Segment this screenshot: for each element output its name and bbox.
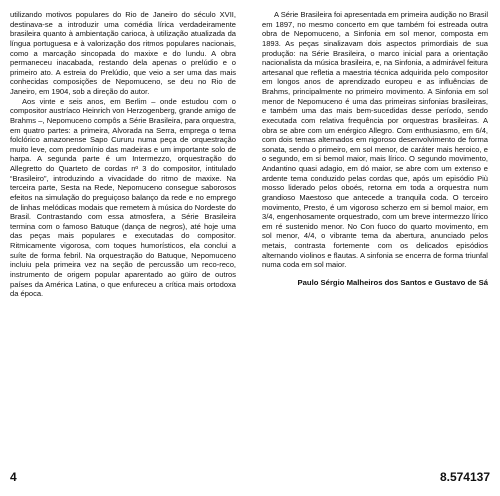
right-column bbox=[262, 10, 488, 288]
right-paragraph-1: A Série Brasileira foi apresentada em primeira audição no Brasil em 1897, no mesmo concerto em que também foi estreada outra obra de Nepomuceno, a Sinfonia em sol menor, composta em 1893. As peças sinalizavam dois aspectos primordiais de sua produção: na Série Brasileira, o marco inicial para a orientação nacionalista da música brasileira, e, na Sinfonia, a admirável feitura artesanal que refletia a maestria técnica adquirida pelo compositor em longos anos de aprendizado europeu e as influências de Brahms, principalmente no primeiro movimento. A Sinfonia em sol menor de Nepomuceno é uma das primeiras sinfonias brasileiras, e também uma das mais bem-sucedidas desse período, sendo executada com relativa frequência por orquestras brasileiras. A obra se abre com um enérgico Allegro. Com enthusiasmo, em 6/4, com dois temas alternados em rigoroso desenvolvimento de forma sonata, sendo o primeiro, em sol menor, de caráter mais heroico, e o segundo, em si bemol maior, mais lírico. O segundo movimento, Andantino quasi adagio, em dó maior, se abre com um extenso e ardente tema conduzido pelas cordas que, após um episódio Più mosso liderado pelos oboés, retorna em toda a orquestra num grandioso Maestoso que antecede a tranquila coda. O terceiro movimento, Presto, é um vigoroso scherzo em si bemol maior, em 3/4, engenhosamente orquestrado, com um breve intermezzo lírico em ré sustenido menor. No Con fuoco do quarto movimento, em sol menor, 4/4, o vibrante tema da abertura, anunciado pelos metais, contrasta fortemente com os delicados episódios alternando violinos e flautas. A sinfonia se encerra de forma triunfal numa coda em sol maior. bbox=[262, 10, 488, 270]
page-number: 4 bbox=[10, 470, 17, 484]
left-column bbox=[10, 10, 236, 299]
catalog-number: 8.574137 bbox=[439, 470, 490, 484]
left-paragraph-2: Aos vinte e seis anos, em Berlim – onde estudou com o compositor austríaco Heinrich von Herzogenberg, grande amigo de Brahms –, Nepomuceno compôs a Série Brasileira, para orquestra, em quatro partes: a primeira, Alvorada na Serra, emprega o tema folclórico amazonense Sapo Cururu numa peça de orquestração muito leve, com predomínio das madeiras e um importante solo de harpa. A segunda parte é um Intermezzo, orquestração do Allegretto do Quarteto de cordas nº 3 do compositor, intitulado “Brasileiro”, introduzindo a vivacidade do ritmo de maxixe. Na terceira parte, Sesta na Rede, Nepomuceno consegue saborosos efeitos na simulação do preguiçoso balanço da rede e no emprego de linhas melódicas modais que remetem à música do Nordeste do Brasil. Contrastando com essa atmosfera, a Série Brasileira termina com o famoso Batuque (dança de negros), até hoje uma das peças mais populares e executadas do compositor. Ritmicamente vigorosa, com toques humorísticos, ela conclui a suíte de forma febril. Na orquestração do Batuque, Nepomuceno incluiu pela primeira vez na seção de percussão um reco-reco, instrumento de origem popular aparentado ao güiro de outros países da América Latina, o que enfureceu a crítica mais ortodoxa da época. bbox=[10, 96, 236, 299]
author-credit: Paulo Sérgio Malheiros dos Santos e Gustavo de Sá bbox=[297, 277, 488, 287]
left-paragraph-1: utilizando motivos populares do Rio de Janeiro do século XVII, destinava-se a introduzir uma comédia lírica verdadeiramente brasileira quanto à ambientação carioca, à utilização atualizada da língua portuguesa e à valorização dos ritmos populares nacionais, como a marcação sincopada do maxixe e do lundu. A obra permaneceu inacabada, restando dela apenas o prelúdio e o primeiro ato. A estreia do Prelúdio, que veio a ser uma das mais conhecidas composições de Nepomuceno, se deu no Rio de Janeiro, em 1904, sob a direção do autor. bbox=[10, 10, 236, 96]
